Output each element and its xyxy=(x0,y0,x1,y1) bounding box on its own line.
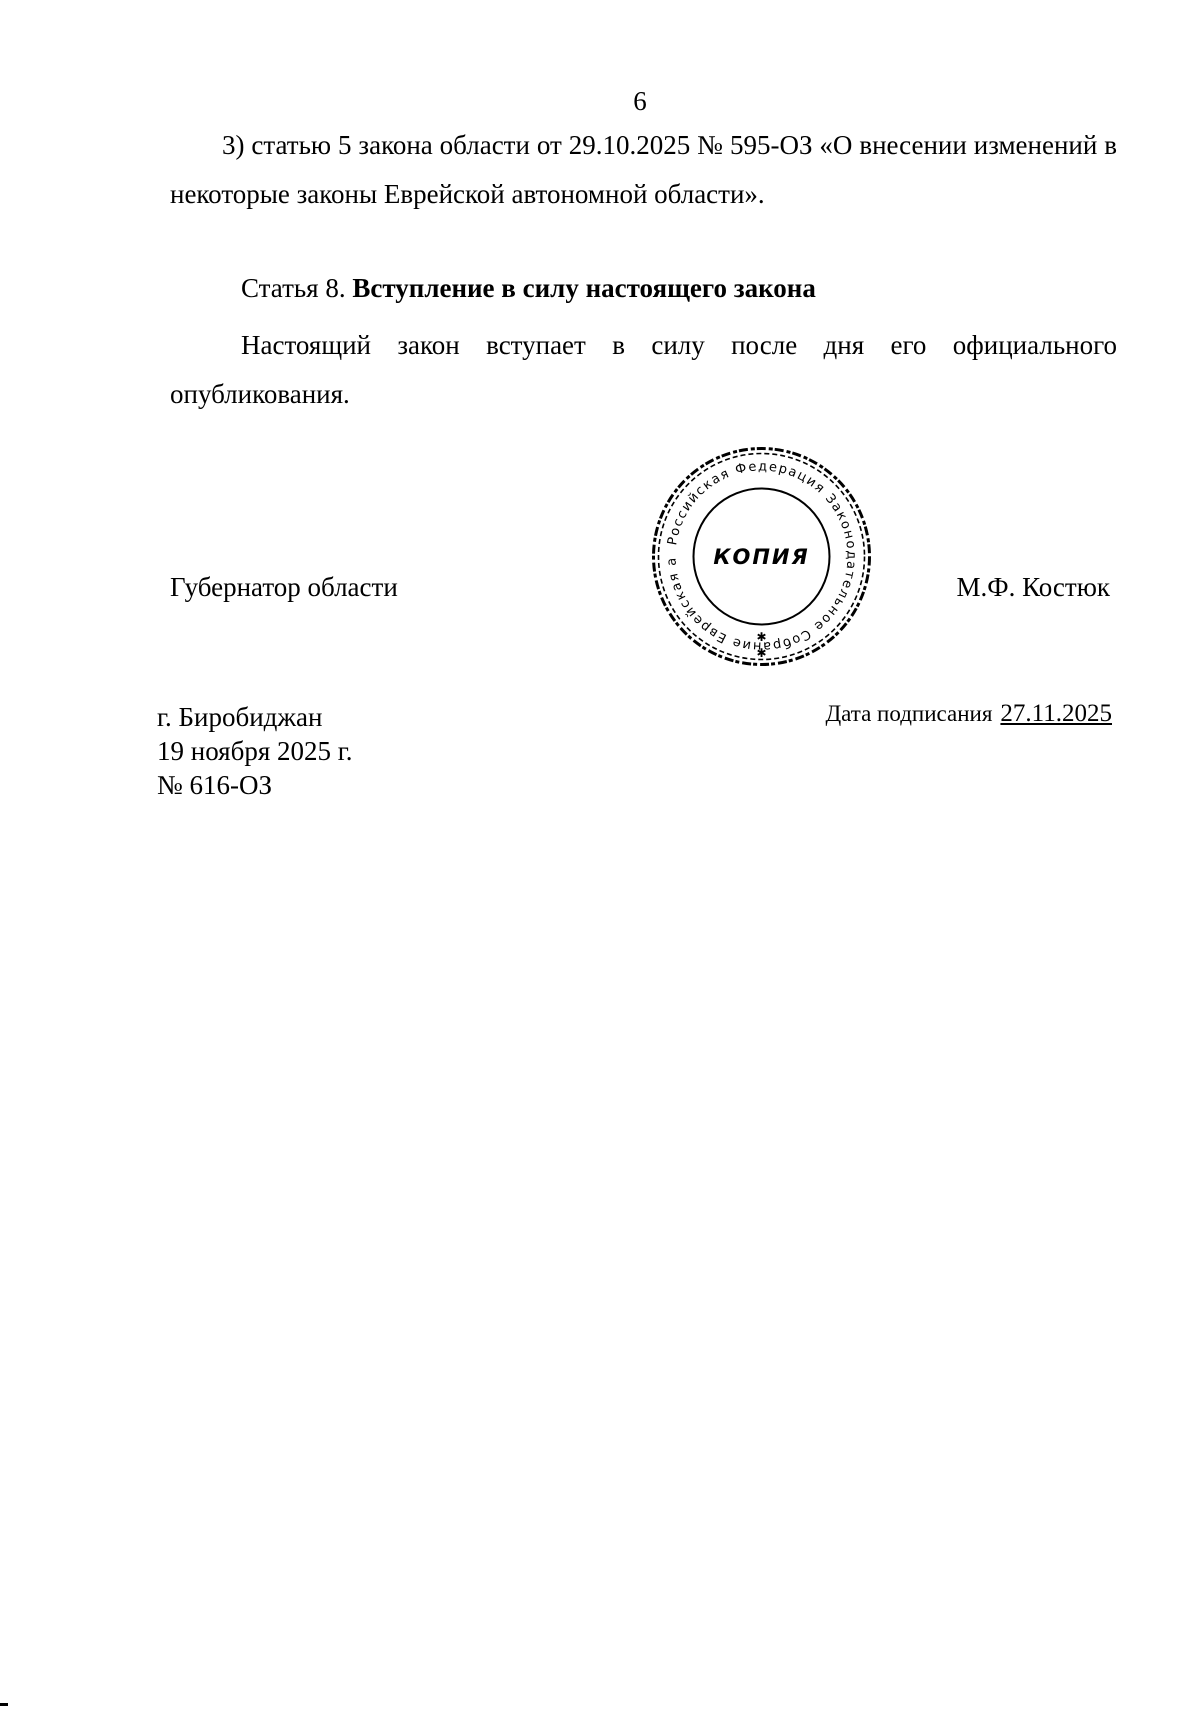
city: г. Биробиджан xyxy=(157,702,323,732)
list-item-3: 3) статью 5 закона области от 29.10.2025 № 595-ОЗ «О внесении изменений в некоторые законы Еврейской автономной области». xyxy=(170,130,1117,209)
scan-edge-mark xyxy=(0,1703,8,1706)
signature-title: Губернатор области xyxy=(170,572,398,602)
signing-date-label: Дата подписания xyxy=(825,701,993,726)
signing-date-value: 27.11.2025 xyxy=(1000,700,1112,727)
place-block xyxy=(157,700,353,802)
stamp-ring-text: Российская Федерация Законодательное Собрание Еврейская а xyxy=(664,459,859,654)
article-text: Настоящий закон вступает в силу после дня его официального опубликования. xyxy=(170,330,1117,409)
star-icon: ✱ xyxy=(756,646,767,660)
article-prefix: Статья 8. xyxy=(241,273,353,303)
official-stamp xyxy=(648,443,875,670)
signing-date xyxy=(825,700,1112,728)
stamp-center-text: КОПИЯ xyxy=(713,545,810,569)
adoption-date: 19 ноября 2025 г. xyxy=(157,736,353,766)
law-number: № 616-ОЗ xyxy=(157,770,273,800)
star-icon: ✱ xyxy=(756,630,767,644)
signature-name: М.Ф. Костюк xyxy=(956,572,1110,602)
article-title: Вступление в силу настоящего закона xyxy=(352,273,816,303)
page-number: 6 xyxy=(633,86,647,116)
article-heading xyxy=(241,273,816,304)
